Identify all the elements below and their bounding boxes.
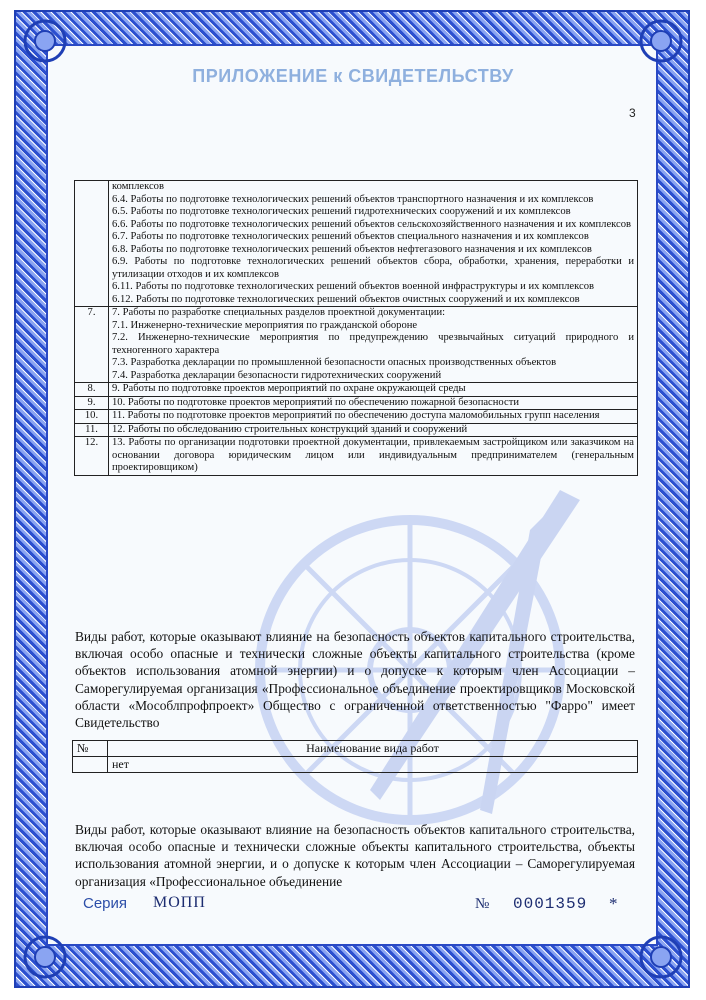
page-title: ПРИЛОЖЕНИЕ к СВИДЕТЕЛЬСТВУ: [192, 66, 514, 86]
number-sign: №: [475, 896, 490, 912]
serial-number: 0001359: [513, 895, 588, 913]
work-kinds-table: [72, 740, 638, 773]
row-line: 6.5. Работы по подготовке технологических решений гидротехнических сооружений и их комплексов: [112, 206, 571, 217]
row-line: 6.7. Работы по подготовке технологических решений объектов специального назначения и их комплексов: [112, 231, 589, 242]
row-line: 6.8. Работы по подготовке технологических решений объектов нефтегазового назначения и их комплексов: [112, 243, 592, 255]
row-description: [109, 307, 638, 383]
table-row: [75, 437, 638, 476]
row-line: 6.9. Работы по подготовке технологических решений объектов сбора, обработки, хранения, переработки и утилизации отходов и их комплексов: [112, 256, 634, 280]
table-row: [75, 396, 638, 410]
row-line: 6.4. Работы по подготовке технологических решений объектов транспортного назначения и их комплексов: [112, 193, 594, 205]
row-description: [109, 423, 638, 437]
row-description: [109, 181, 638, 307]
table-row: [75, 181, 638, 307]
row-name-cell: нет: [108, 757, 638, 773]
row-number: 11.: [75, 423, 109, 437]
row-description: [109, 396, 638, 410]
row-number: 7.: [75, 307, 109, 383]
row-number: 10.: [75, 410, 109, 424]
row-number: 12.: [75, 437, 109, 476]
row-line: 12. Работы по обследованию строительных конструкций зданий и сооружений: [112, 423, 468, 435]
row-description: [109, 410, 638, 424]
table-row: [75, 307, 638, 383]
work-types-table: [74, 180, 638, 476]
row-number: [75, 181, 109, 307]
row-number: 8.: [75, 383, 109, 397]
row-description: [109, 383, 638, 397]
series-value: МОПП: [153, 894, 206, 911]
table-row: [75, 423, 638, 437]
row-line: 7.3. Разработка декларации по промышленной безопасности опасных производственных объектов: [112, 357, 557, 368]
table-header-row: [73, 741, 638, 757]
star-mark: *: [609, 894, 618, 913]
paragraph-approved-works: Виды работ, которые оказывают влияние на безопасность объектов капитального строительства, включая особо опасные и технически сложные объекты капитального строительства (кроме объектов использования атомной энергии) и о допуске к которым член Ассоциации – Саморегулируемая организация «Профессиональное объединение проектировщиков Московской области «Мособлпрофпроект» Общество с ограниченной ответственностью "Фарро" имеет Свидетельство: [75, 629, 635, 731]
table-row: [73, 757, 638, 773]
column-header-name: Наименование вида работ: [108, 741, 638, 757]
row-line: 7.1. Инженерно-технические мероприятия по гражданской обороне: [112, 319, 418, 331]
page-number: 3: [629, 106, 636, 120]
row-line: 7. Работы по разработке специальных разделов проектной документации:: [112, 307, 446, 318]
row-line: 6.12. Работы по подготовке технологических решений объектов очистных сооружений и их комплексов: [112, 293, 580, 305]
table-row: [75, 410, 638, 424]
row-line: 6.11. Работы по подготовке технологических решений объектов военной инфраструктуры и их комплексов: [112, 281, 595, 292]
row-line: 6.6. Работы по подготовке технологических решений объектов сельскохозяйственного назначения и их комплексов: [112, 218, 632, 230]
corner-ornament-icon: [18, 930, 72, 984]
row-number: 9.: [75, 396, 109, 410]
row-line: 7.2. Инженерно-технические мероприятия по предупреждению чрезвычайных ситуаций природного и техногенного характера: [112, 332, 634, 356]
row-line: 13. Работы по организации подготовки проектной документации, привлекаемым застройщиком или заказчиком на основании договора юридическим лицом или индивидуальным предпринимателем (генеральным проектировщиком): [112, 437, 634, 473]
paragraph-nuclear-works: Виды работ, которые оказывают влияние на безопасность объектов капитального строительства, включая особо опасные и технически сложные объекты капитального строительства, объекты использования атомной энергии, и о допуске к которым член Ассоциации – Саморегулируемая организация «Профессиональное объединение: [75, 822, 635, 889]
corner-ornament-icon: [634, 930, 688, 984]
row-number-cell: [73, 757, 108, 773]
row-line: 9. Работы по подготовке проектов мероприятий по охране окружающей среды: [112, 383, 466, 394]
table-row: [75, 383, 638, 397]
column-header-number: №: [73, 741, 108, 757]
row-line: 7.4. Разработка декларации безопасности гидротехнических сооружений: [112, 369, 442, 381]
corner-ornament-icon: [634, 14, 688, 68]
row-line: 11. Работы по подготовке проектов мероприятий по обеспечению доступа маломобильных групп населения: [112, 410, 600, 421]
row-line: комплексов: [112, 181, 164, 192]
series-label: Серия: [83, 895, 128, 912]
row-description: [109, 437, 638, 476]
row-line: 10. Работы по подготовке проектов мероприятий по обеспечению пожарной безопасности: [112, 396, 519, 408]
corner-ornament-icon: [18, 14, 72, 68]
